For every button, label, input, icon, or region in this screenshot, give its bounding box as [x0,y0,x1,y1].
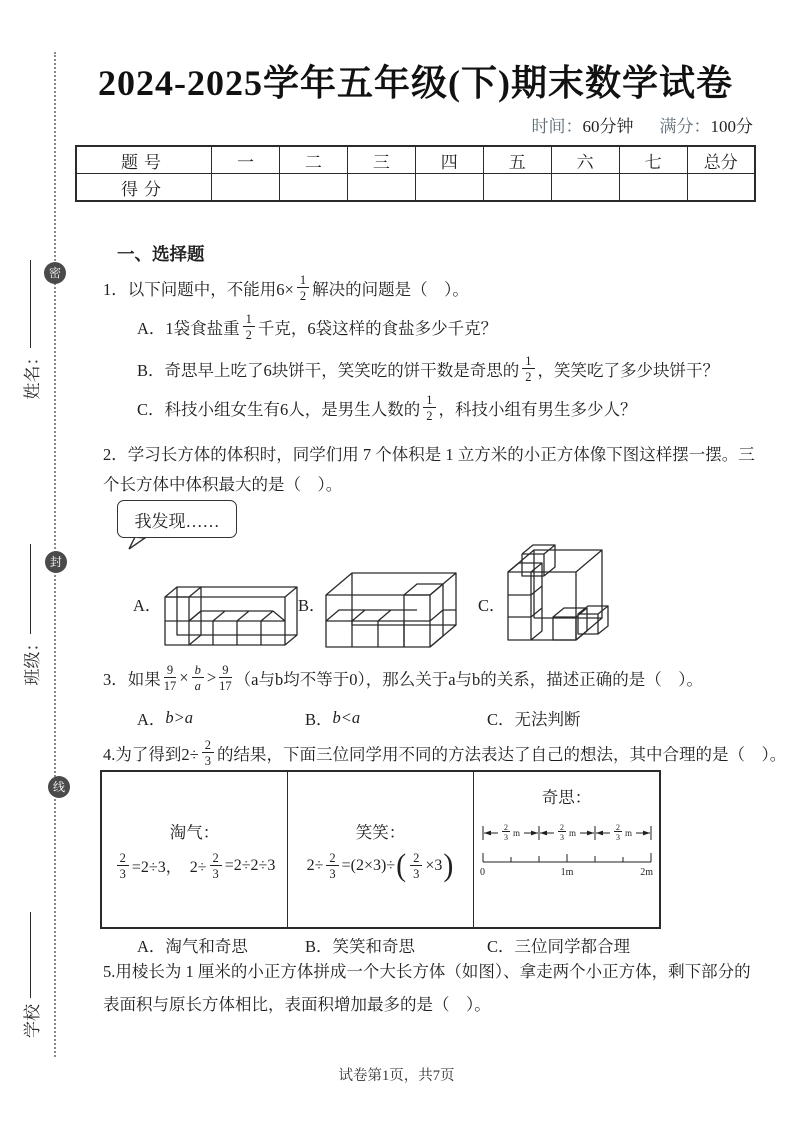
page-footer: 试卷第1页，共7页 [338,1068,455,1084]
segment-label [502,823,520,842]
option-expr: 无法判断 [514,710,581,729]
score-table-header-cell: 总分 [687,146,755,174]
score-input-cell[interactable] [483,174,551,202]
time-value: 60分钟 [582,117,634,136]
q1-text: 解决的问题是（ ）。 [312,280,469,299]
question-4-methods-table [100,770,661,929]
score-table-header-row [76,146,755,174]
axis-label-2m: 2m [639,867,653,878]
taoqi-name: 淘气： [169,822,220,842]
figure-a-label: A． [133,596,162,615]
student-name-field[interactable] [18,230,42,430]
section-heading: 一、选择题 [117,244,205,264]
question-2-stem-line2: 个长方体中体积最大的是（ ）。 [103,475,343,494]
score-table [75,145,756,202]
figure-b-label: B． [298,596,326,615]
option-text: ，科技小组有男生多少人？ [438,400,637,419]
option-expr: b>a [165,708,194,727]
option-label: C． [487,710,515,729]
expr-text: =(2×3)÷ [341,856,396,874]
expr-text: =2÷3， 2÷ [131,859,207,876]
score-input-cell[interactable] [619,174,687,202]
cuboid-figure-b [320,545,485,660]
school-blank-line[interactable] [29,912,31,998]
score-table-header-cell: 二 [279,146,347,174]
question-3-option-c[interactable] [487,706,581,730]
svg-text:m: m [624,828,632,838]
svg-text:3: 3 [615,833,620,842]
xiaoxiao-name: 笑笑： [355,822,406,842]
school-field[interactable] [18,900,42,1050]
option-text: ，笑笑吃了多少块饼干？ [537,361,720,380]
axis-label-1m: 1m [560,867,573,878]
question-4-option-c[interactable]: C．三位同学都合理 [487,937,631,956]
question-2-stem-line1: 2．学习长方体的体积时，同学们用 7 个体积是 1 立方米的小正方体像下图这样摆一摆。三 [103,445,755,464]
option-expr: b<a [332,708,361,727]
speech-bubble-text: 我发现…… [134,511,220,531]
svg-text:3: 3 [503,833,508,842]
segment-label [614,823,632,842]
class-blank-line[interactable] [29,545,31,635]
time-label: 时间： [531,117,583,136]
score-table-header-cell: 七 [619,146,687,174]
q3-text: （a与b均不等于0），那么关于a与b的关系，描述正确的是（ ）。 [234,670,704,689]
fraction: 1 2 [243,312,255,342]
svg-text:m: m [512,828,520,838]
expr-text: 2÷ [306,856,324,874]
figure-c-label: C． [478,596,506,615]
school-label: 学校 [22,1004,42,1038]
svg-text:m: m [568,828,576,838]
question-3-option-a[interactable] [137,706,193,730]
xiaoxiao-method-cell [288,772,474,927]
option-text: 千克，6袋这样的食盐多少千克？ [257,319,498,338]
score-input-cell[interactable] [687,174,755,202]
question-1-option-b[interactable] [137,349,719,389]
class-field[interactable] [18,535,42,695]
greater-than-sign: > [206,668,217,687]
score-table-header-cell: 四 [415,146,483,174]
fraction: 1 2 [423,393,435,423]
qisi-method-cell [474,772,659,927]
fraction: $\frac{2}{3}$ [326,851,338,881]
fraction: $\frac{2}{3}$ [202,738,214,768]
fraction: $\frac{9}{17}$ [163,663,177,693]
xiaoxiao-expression [306,847,455,883]
speech-bubble-tail-icon [128,537,146,550]
score-input-cell[interactable] [415,174,483,202]
fraction: 1 2 [522,354,534,384]
expr-text: =2÷2÷3 [224,856,276,874]
seal-badge-feng: 封 [45,551,67,573]
student-name-blank-line[interactable] [29,261,31,349]
svg-text:2: 2 [503,823,508,832]
svg-text:2: 2 [559,823,564,832]
q4-text: 的结果，下面三位同学用不同的方法表达了自己的想法，其中合理的是（ ）。 [216,745,787,764]
option-text: A．1袋食盐重 [137,319,240,338]
expr-text: ×3 [425,856,443,874]
qisi-number-line-diagram [477,816,657,886]
fraction: $\frac{2}{3}$ [210,851,222,881]
score-input-cell[interactable] [551,174,619,202]
option-text: B．奇思早上吃了6块饼干，笑笑吃的饼干数是奇思的 [137,361,520,380]
svg-text:3: 3 [559,833,564,842]
open-paren: ( [396,847,407,883]
score-table-score-row [76,174,755,202]
score-input-cell[interactable] [212,174,280,202]
full-score-label: 满分： [659,117,711,136]
speech-bubble [117,500,237,538]
question-4-option-b[interactable]: B．笑笑和奇思 [305,937,416,956]
q4-text: 4.为了得到2÷ [103,745,199,764]
full-score-value: 100分 [710,117,753,136]
seal-badge-mi: 密 [44,262,66,284]
score-row-label: 得分 [76,174,212,202]
score-input-cell[interactable] [347,174,415,202]
q3-text: 3．如果 [103,670,161,689]
fraction: 9 17 [219,663,232,693]
question-3-stem [103,656,703,700]
segment-label [558,823,576,842]
seal-badge-xian: 线 [48,776,70,798]
question-1-option-a[interactable] [137,307,497,347]
multiply-sign: × [179,668,189,687]
question-1-option-c[interactable] [137,388,637,428]
option-label: A． [137,710,166,729]
question-3-option-b[interactable] [305,706,360,730]
close-paren: ) [443,847,454,883]
svg-text:2: 2 [615,823,620,832]
fraction: $\frac{b}{a}$ [192,663,204,693]
taoqi-expression [114,851,276,881]
exam-meta [75,112,753,137]
score-table-header-cell: 一 [212,146,280,174]
q1-text: 1．以下问题中，不能用6× [103,280,294,299]
question-4-option-a[interactable]: A．淘气和奇思 [137,937,248,956]
fraction: $\frac{2}{3}$ [410,851,422,881]
score-table-header-cell: 六 [551,146,619,174]
question-5-stem-line1: 5.用棱长为 1 厘米的小正方体拼成一个大长方体（如图）、拿走两个小正方体，剩下部分的 [103,962,751,981]
option-text: C．科技小组女生有6人，是男生人数的 [137,400,421,419]
taoqi-method-cell [102,772,288,927]
question-5-stem-line2: 表面积与原长方体相比，表面积增加最多的是（ ）。 [103,995,491,1014]
class-label: 班级： [22,634,42,686]
question-4-stem [103,731,786,775]
fraction: $\frac{1}{2}$ [297,273,309,303]
score-table-header-cell: 题号 [76,146,212,174]
score-table-header-cell: 五 [483,146,551,174]
cuboid-figure-c [498,540,613,665]
score-input-cell[interactable] [279,174,347,202]
question-1-stem [103,268,469,308]
option-label: B． [305,710,333,729]
exam-title: 2024-2025学年五年级(下)期末数学试卷 [98,63,733,103]
qisi-name: 奇思： [541,788,592,807]
axis-label-0: 0 [479,867,485,878]
score-table-header-cell: 三 [347,146,415,174]
fraction: $\frac{2}{3}$ [117,851,129,881]
student-name-label: 姓名： [22,348,42,400]
